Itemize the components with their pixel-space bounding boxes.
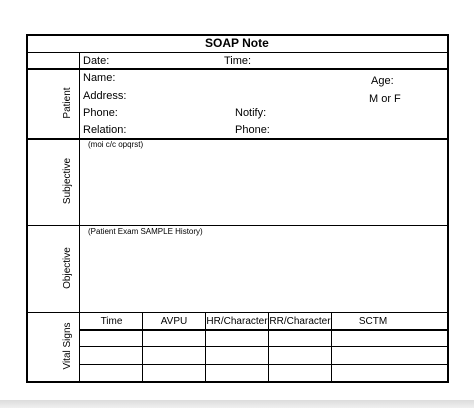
vitals-col-sctm: SCTM [358,316,388,327]
vitals-cell-rr-2[interactable] [270,348,331,363]
vitals-col-time: Time [100,316,123,327]
title-divider [26,52,449,53]
vitals-col-divider-1 [142,312,143,382]
notify-label: Notify: [235,107,267,119]
vitals-cell-time-2[interactable] [81,348,142,363]
time-label: Time: [224,55,252,67]
notify-phone-label: Phone: [235,124,270,136]
vitals-col-divider-4 [331,312,332,382]
section-label-column-divider [79,52,80,383]
vitals-row-divider-1 [79,346,449,347]
vitals-cell-rr-3[interactable] [270,366,331,381]
vitals-col-divider-3 [268,312,269,382]
vitals-cell-hr-3[interactable] [207,366,268,381]
subjective-section-divider [26,225,449,226]
age-label: Age: [371,75,394,87]
vitals-cell-time-1[interactable] [81,331,142,346]
vitals-col-divider-2 [205,312,206,382]
vitals-cell-sctm-1[interactable] [333,331,446,346]
objective-section-divider [26,312,449,313]
vitals-col-rr-character: RR/Character [269,316,331,327]
form-title: SOAP Note [205,36,269,50]
subjective-hint: (moi c/c opqrst) [88,140,144,149]
date-label: Date: [83,55,110,67]
vitals-cell-time-3[interactable] [81,366,142,381]
relation-label: Relation: [83,124,127,136]
date-row-divider [26,68,449,70]
vitals-col-avpu: AVPU [160,316,188,327]
vitals-cell-hr-2[interactable] [207,348,268,363]
vitals-cell-avpu-3[interactable] [144,366,205,381]
page-shadow [0,400,474,408]
vitals-cell-sctm-3[interactable] [333,366,446,381]
vitals-col-hr-character: HR/Character [206,316,268,327]
form-left-border [26,34,28,383]
form-bottom-border [26,381,449,383]
vitals-cell-sctm-2[interactable] [333,348,446,363]
vitals-row-divider-2 [79,364,449,365]
sex-label: M or F [369,93,401,105]
vitals-cell-avpu-1[interactable] [144,331,205,346]
vitals-cell-avpu-2[interactable] [144,348,205,363]
phone-label: Phone: [83,107,118,119]
vitals-cell-rr-1[interactable] [270,331,331,346]
address-label: Address: [83,90,127,102]
objective-hint: (Patient Exam SAMPLE History) [88,227,203,236]
name-label: Name: [83,72,116,84]
vitals-cell-hr-1[interactable] [207,331,268,346]
